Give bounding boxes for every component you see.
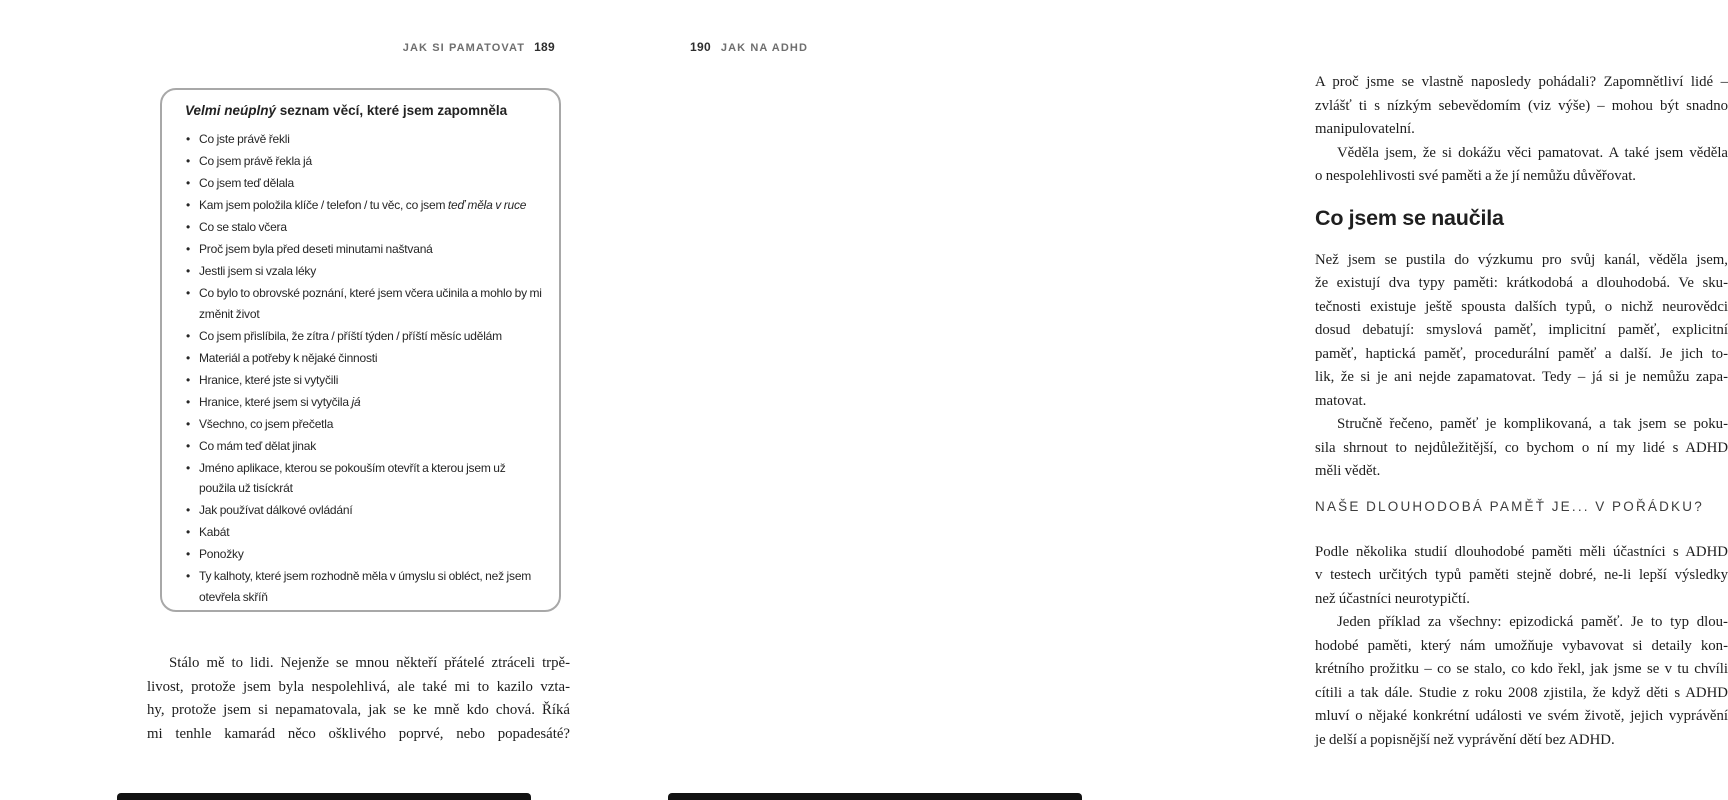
italic-text: teď měla v ruce — [447, 198, 527, 212]
text-line: Jeden příklad za všechny: epizodická paměť. Je to typ dlou- — [1337, 614, 1728, 630]
running-header-title: JAK SI PAMATOVAT — [402, 42, 526, 54]
list-item — [199, 392, 543, 413]
list-item — [199, 173, 543, 194]
text: Kabát — [199, 525, 230, 539]
text: Jestli jsem si vzala léky — [199, 264, 317, 278]
text: Všechno, co jsem přečetla — [199, 416, 334, 431]
list-item — [199, 348, 543, 369]
list-item — [199, 458, 543, 499]
list-item — [199, 239, 543, 260]
page-left — [0, 0, 600, 800]
list-item — [199, 566, 543, 607]
text-line: paměť, haptická paměť, procedurální paměť a další. Je jich to- — [1315, 345, 1728, 362]
page-number-right: 190 — [690, 40, 711, 54]
text-line: dosud debatují: smyslová paměť, implicitní paměť, explicitní — [1315, 322, 1728, 338]
text-line: Než jsem se pustila do výzkumu pro svůj kanál, věděla jsem, — [1315, 251, 1728, 268]
text: Co bylo to obrovské poznání, které jsem včera učinila a mohlo by mi změnit život — [199, 286, 542, 321]
text: Co jsem právě řekla já — [199, 154, 312, 168]
running-header-right — [690, 40, 808, 54]
text-line: tečnosti existuje ještě spousta dalších typů, o nichž neurovědci — [1315, 298, 1728, 315]
body-paragraph — [1315, 611, 1728, 752]
text: Co se stalo včera — [199, 220, 287, 234]
page-right — [600, 0, 1728, 800]
list-item — [199, 151, 543, 172]
text: Proč jsem byla před deseti minutami naštvaná — [199, 242, 433, 256]
text-line: livost, protože jsem byla nespolehlivá, ale také mi to kazilo vzta- — [147, 678, 570, 695]
text: Jak používat dálkové ovládání — [199, 503, 353, 517]
text-line: cítili a tak dále. Studie z roku 2008 zjistila, že když děti s ADHD — [1315, 684, 1728, 701]
text: Co jste právě řekli — [199, 132, 290, 146]
cropped-black-box-right — [668, 793, 1082, 800]
text: Kam jsem položila klíče / telefon / tu věc, co jsem — [199, 198, 448, 212]
text: Ponožky — [199, 547, 244, 561]
text-line: Podle několika studií dlouhodobé paměti měli účastníci s ADHD — [1315, 543, 1728, 560]
text-line: manipulovatelní. — [1315, 121, 1415, 137]
text: Jméno aplikace, kterou se pokouším otevřít a kterou jsem už použila už tisíckrát — [199, 460, 506, 495]
list-item — [199, 283, 543, 324]
list-item — [199, 129, 543, 150]
cropped-black-box-left — [117, 793, 531, 800]
text-line: hy, protože jsem si nepamatovala, jak se ke mně kdo chová. Říká — [147, 702, 570, 718]
list-item — [199, 544, 543, 565]
text-line: lik, že si je ani nejde zapamatovat. Tedy – já si je nemůžu zapa- — [1315, 369, 1728, 385]
body-paragraph — [1315, 142, 1728, 189]
text: seznam věcí, které jsem zapomněla — [276, 103, 508, 118]
text: Hranice, které jste si vytyčili — [199, 372, 339, 387]
page-number-left: 189 — [534, 40, 555, 54]
text-line: mi tenhle kamarád něco ošklivého poprvé, nebo popadesáté? — [147, 725, 570, 742]
text-line: zvlášť ti s nízkým sebevědomím (viz výše) – mohou být snadno — [1315, 97, 1728, 114]
text-line: Věděla jsem, že si dokážu věci pamatovat. A také jsem věděla — [1337, 144, 1728, 161]
body-paragraph — [1315, 71, 1728, 142]
forgotten-list — [185, 129, 543, 607]
list-item — [199, 217, 543, 238]
italic-text: já — [351, 394, 361, 409]
text: Co jsem teď dělala — [199, 176, 294, 190]
section-subheading: NAŠE DLOUHODOBÁ PAMĚŤ JE... V POŘÁDKU? — [1315, 498, 1704, 514]
text-line: sila shrnout to nejdůležitější, co bychom o ní my lidé s ADHD — [1315, 439, 1728, 456]
text: Hranice, které jsem si vytyčila — [199, 394, 352, 409]
text-line: hodobé paměti, který nám umožňuje vybavovat si detaily kon- — [1315, 637, 1728, 654]
left-paragraph — [147, 652, 570, 746]
list-item — [199, 436, 543, 457]
running-header-left — [147, 40, 555, 54]
text-line: krétního prožitku – co se stalo, co kdo řekl, jak jsme se v tu chvíli — [1315, 661, 1728, 677]
list-item — [199, 195, 543, 216]
running-header-title: JAK NA ADHD — [720, 42, 808, 54]
text-line: že existují dva typy paměti: krátkodobá a dlouhodobá. Ve sku- — [1315, 275, 1728, 291]
body-paragraph — [1315, 541, 1728, 612]
text-line: matovat. — [1315, 392, 1367, 409]
text-line: v testech určitých typů paměti stejně dobré, ne-li lepší výsledky — [1315, 567, 1728, 583]
body-paragraph — [1315, 249, 1728, 414]
list-item — [199, 522, 543, 543]
text: Materiál a potřeby k nějaké činnosti — [199, 350, 378, 365]
right-column — [1315, 71, 1728, 752]
box-title — [185, 101, 543, 121]
italic-text: Velmi neúplný — [185, 103, 277, 118]
section-heading: Co jsem se naučila — [1315, 205, 1504, 230]
forgotten-list-box — [160, 88, 561, 612]
text-line: měli vědět. — [1315, 463, 1381, 479]
list-item — [199, 500, 543, 521]
text: Ty kalhoty, které jsem rozhodně měla v úmyslu si obléct, než jsem otevřela skříň — [199, 569, 532, 604]
text-line: je delší a popisnější než vyprávění dětí bez ADHD. — [1315, 731, 1615, 748]
text-line: mluví o nějaké konkrétní události ve svém životě, jejich vyprávění — [1315, 708, 1728, 724]
list-item — [199, 326, 543, 347]
list-item — [199, 370, 543, 391]
text-line: A proč jsme se vlastně naposledy pohádali? Zapomnětliví lidé – — [1315, 74, 1728, 90]
text-line: než účastníci neurotypičtí. — [1315, 590, 1470, 607]
list-item — [199, 414, 543, 435]
text-line: Stručně řečeno, paměť je komplikovaná, a tak jsem se poku- — [1337, 416, 1728, 432]
text-line: o nespolehlivosti své paměti a že jí nemůžu důvěřovat. — [1315, 168, 1637, 184]
text: Co jsem přislíbila, že zítra / příští týden / příští měsíc udělám — [199, 328, 502, 343]
text: Co mám teď dělat jinak — [199, 438, 317, 453]
body-paragraph — [1315, 413, 1728, 484]
list-item — [199, 261, 543, 282]
text-line: Stálo mě to lidi. Nejenže se mnou někteří přátelé ztráceli trpě- — [169, 655, 570, 671]
